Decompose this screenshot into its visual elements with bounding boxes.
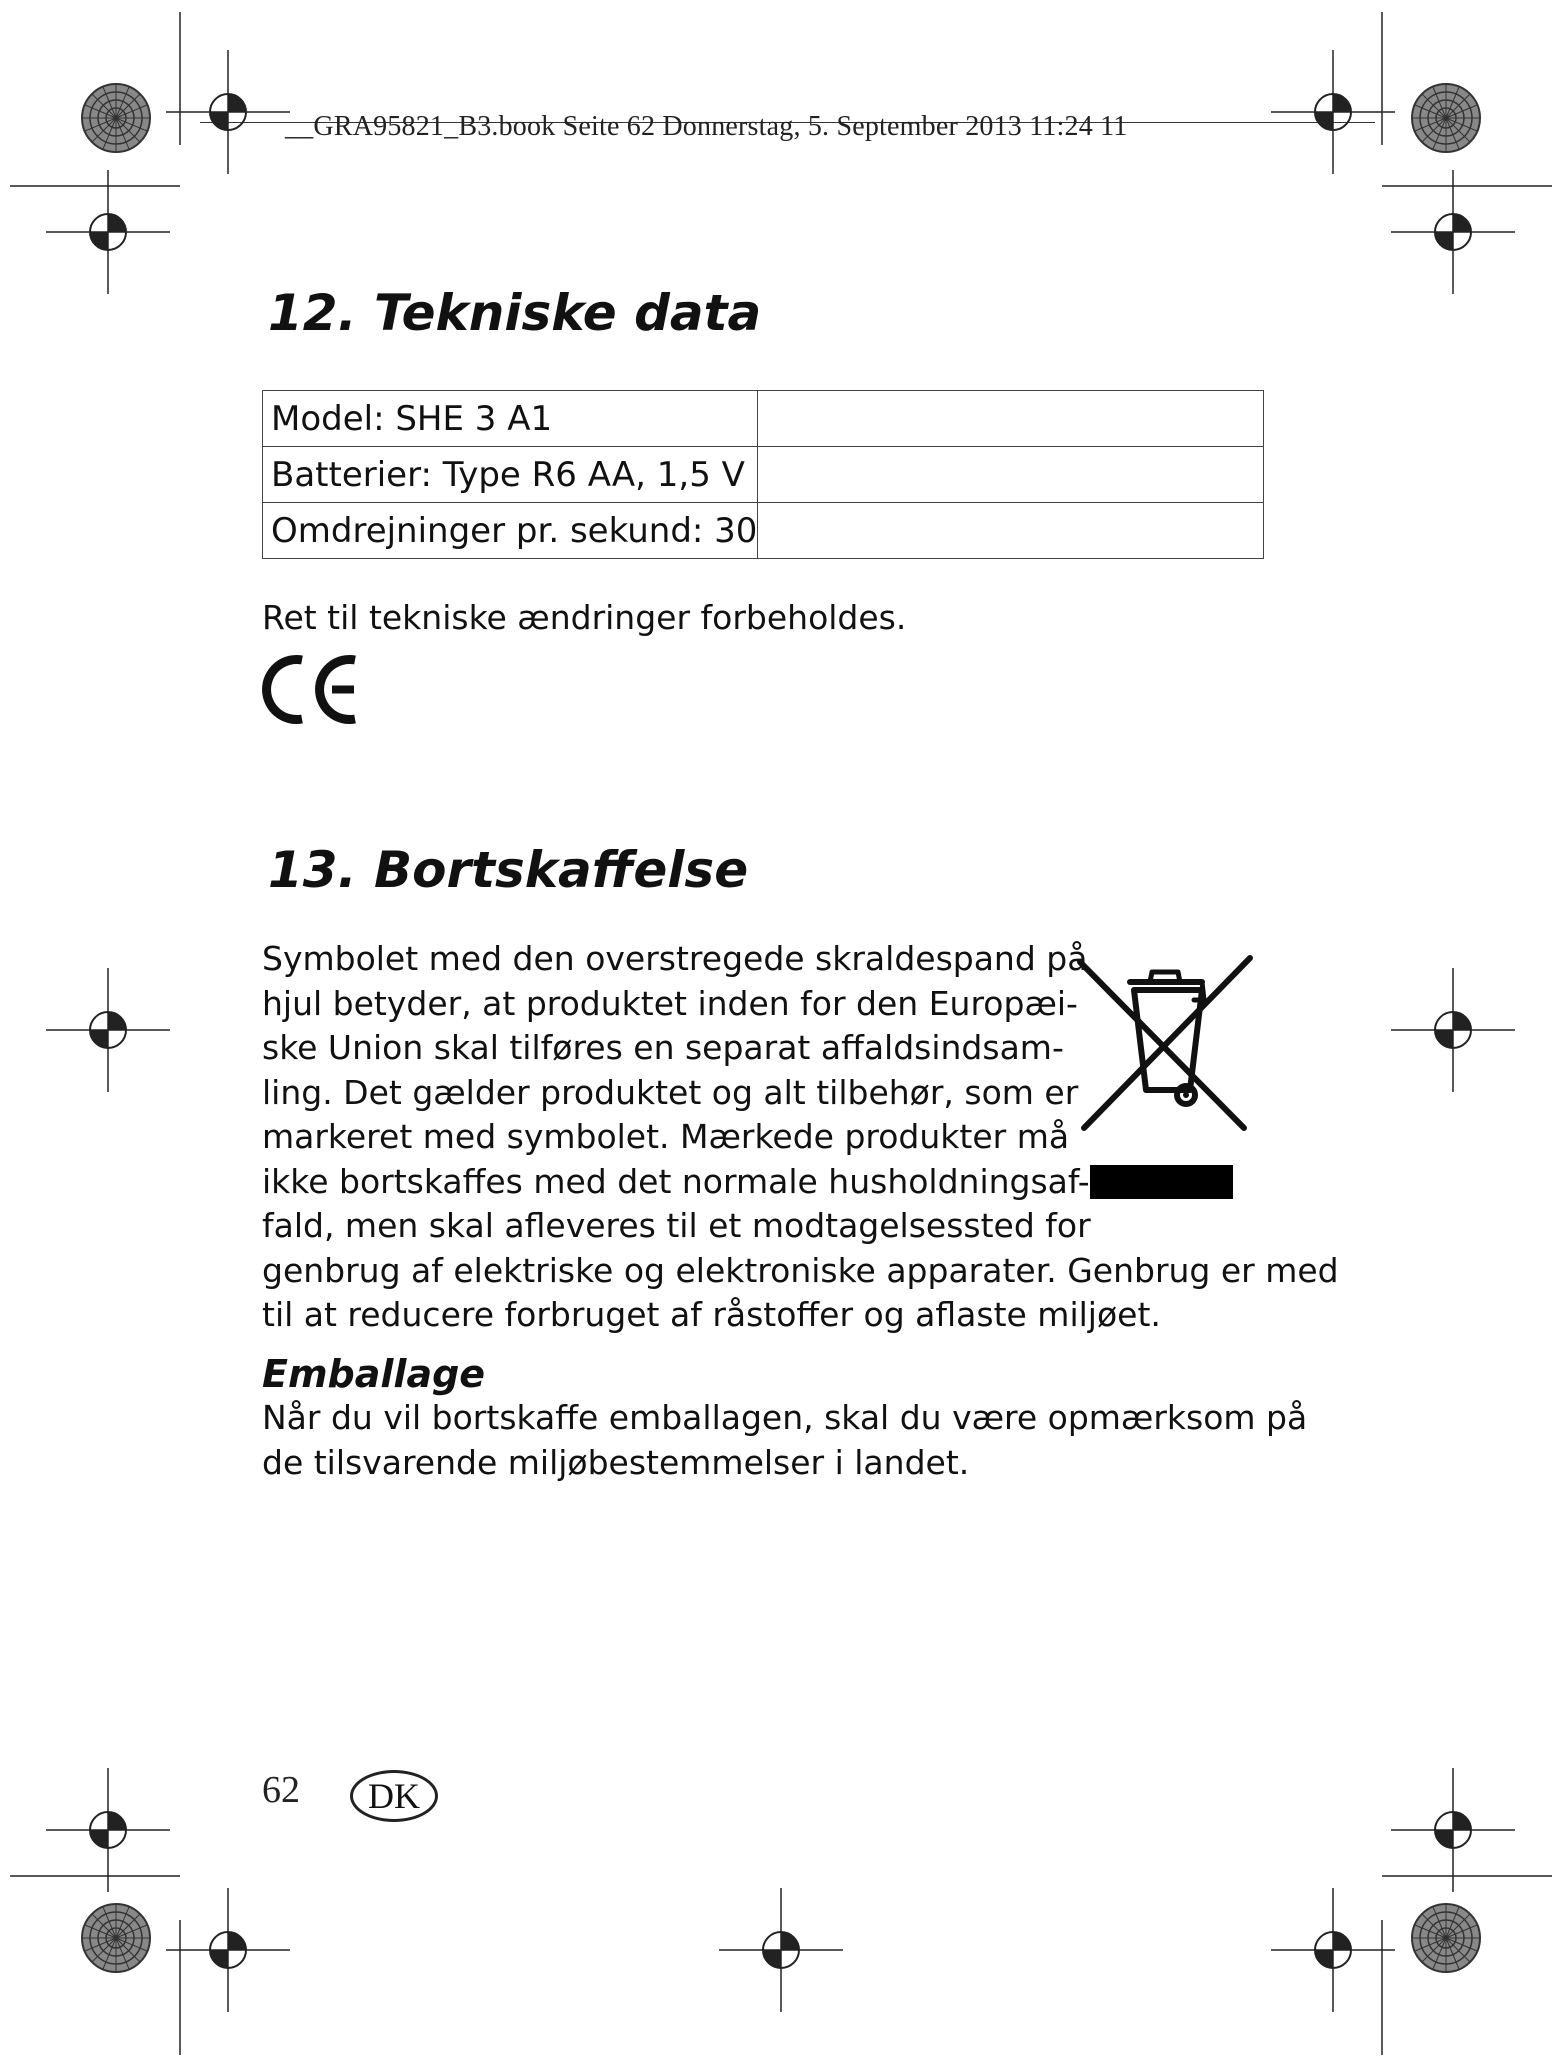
- packaging-heading: Emballage: [262, 1352, 486, 1396]
- weee-bar: [1090, 1165, 1233, 1199]
- paragraph-line: markeret med symbolet. Mærkede produkter må: [262, 1117, 1070, 1156]
- section-12-title: 12. Tekniske data: [268, 284, 762, 342]
- spec-rotation: Omdrejninger pr. sekund: 30: [263, 503, 758, 559]
- paragraph-line: ske Union skal tilføres en separat affaldsindsam-: [262, 1028, 1064, 1067]
- paragraph-line: hjul betyder, at produktet inden for den Europæi-: [262, 983, 1078, 1023]
- spec-empty-cell: [758, 391, 1264, 447]
- ce-mark-icon: [262, 652, 362, 727]
- spec-model: Model: SHE 3 A1: [263, 391, 758, 447]
- table-row: [263, 503, 1264, 559]
- language-badge: DK: [350, 1770, 438, 1822]
- paragraph-line: til at reducere forbruget af råstoffer og aflaste miljøet.: [262, 1295, 1161, 1334]
- paragraph-line: Når du vil bortskaffe emballagen, skal du være opmærksom på: [262, 1398, 1308, 1437]
- technical-changes-note: Ret til tekniske ændringer forbeholdes.: [262, 598, 907, 637]
- paragraph-line: ling. Det gælder produktet og alt tilbehør, som er: [262, 1072, 1079, 1112]
- spec-table: [262, 390, 1264, 559]
- paragraph-line: fald, men skal afleveres til et modtagelsessted for: [262, 1206, 1091, 1245]
- page-number: 62: [262, 1769, 300, 1811]
- spec-empty-cell: [758, 503, 1264, 559]
- paragraph-line: Symbolet med den overstregede skraldespand på: [262, 939, 1088, 978]
- paragraph-line: ikke bortskaffes med det normale husholdningsaf-: [262, 1161, 1090, 1201]
- section-13-title: 13. Bortskaffelse: [268, 841, 749, 899]
- spec-empty-cell: [758, 447, 1264, 503]
- paragraph-line: genbrug af elektriske og elektroniske apparater. Genbrug er med: [262, 1250, 1339, 1290]
- table-row: [263, 391, 1264, 447]
- packaging-paragraph: [262, 1396, 1307, 1485]
- table-row: [263, 447, 1264, 503]
- crossed-out-wheelie-bin-icon: [1072, 952, 1257, 1137]
- spec-batteries: Batterier: Type R6 AA, 1,5 V: [263, 447, 758, 503]
- print-header: __GRA95821_B3.book Seite 62 Donnerstag, 5. September 2013 11:24 11: [285, 111, 1128, 142]
- paragraph-line: de tilsvarende miljøbestemmelser i landet.: [262, 1442, 970, 1482]
